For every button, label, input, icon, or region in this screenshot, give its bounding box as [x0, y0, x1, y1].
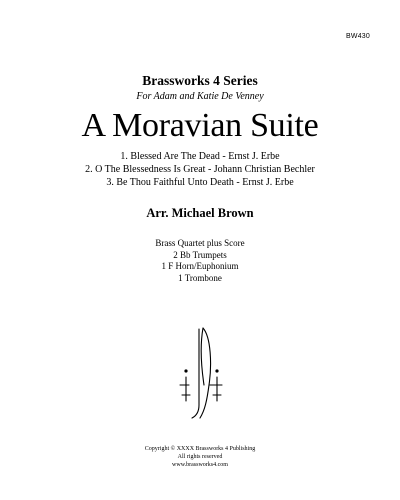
instrumentation: [0, 238, 400, 284]
dedication: For Adam and Katie De Venney: [136, 91, 264, 102]
instrument-part: 1 F Horn/Euphonium: [161, 261, 239, 271]
movement-item: 1. Blessed Are The Dead - Ernst J. Erbe: [120, 151, 280, 162]
movement-item: 3. Be Thou Faithful Unto Death - Ernst J. Erbe: [106, 177, 294, 188]
page-title: A Moravian Suite: [81, 107, 319, 144]
instrument-part: 1 Trombone: [178, 272, 222, 283]
footer: [0, 445, 400, 469]
website-link[interactable]: www.brassworks4.com: [172, 462, 228, 468]
movement-item: 2. O The Blessedness Is Great - Johann Christian Bechler: [85, 164, 315, 175]
movements-list: [0, 150, 400, 189]
rights-line: All rights reserved: [177, 454, 223, 460]
arranger: Arr. Michael Brown: [146, 206, 254, 220]
instrumentation-heading: Brass Quartet plus Score: [155, 238, 245, 248]
series-title: Brassworks 4 Series: [142, 73, 258, 88]
instrument-part: 2 Bb Trumpets: [173, 249, 227, 260]
brassworks4-logo-icon: [178, 325, 226, 420]
catalog-number: BW430: [346, 33, 370, 40]
copyright-line: Copyright © XXXX Brassworks 4 Publishing: [144, 446, 256, 452]
